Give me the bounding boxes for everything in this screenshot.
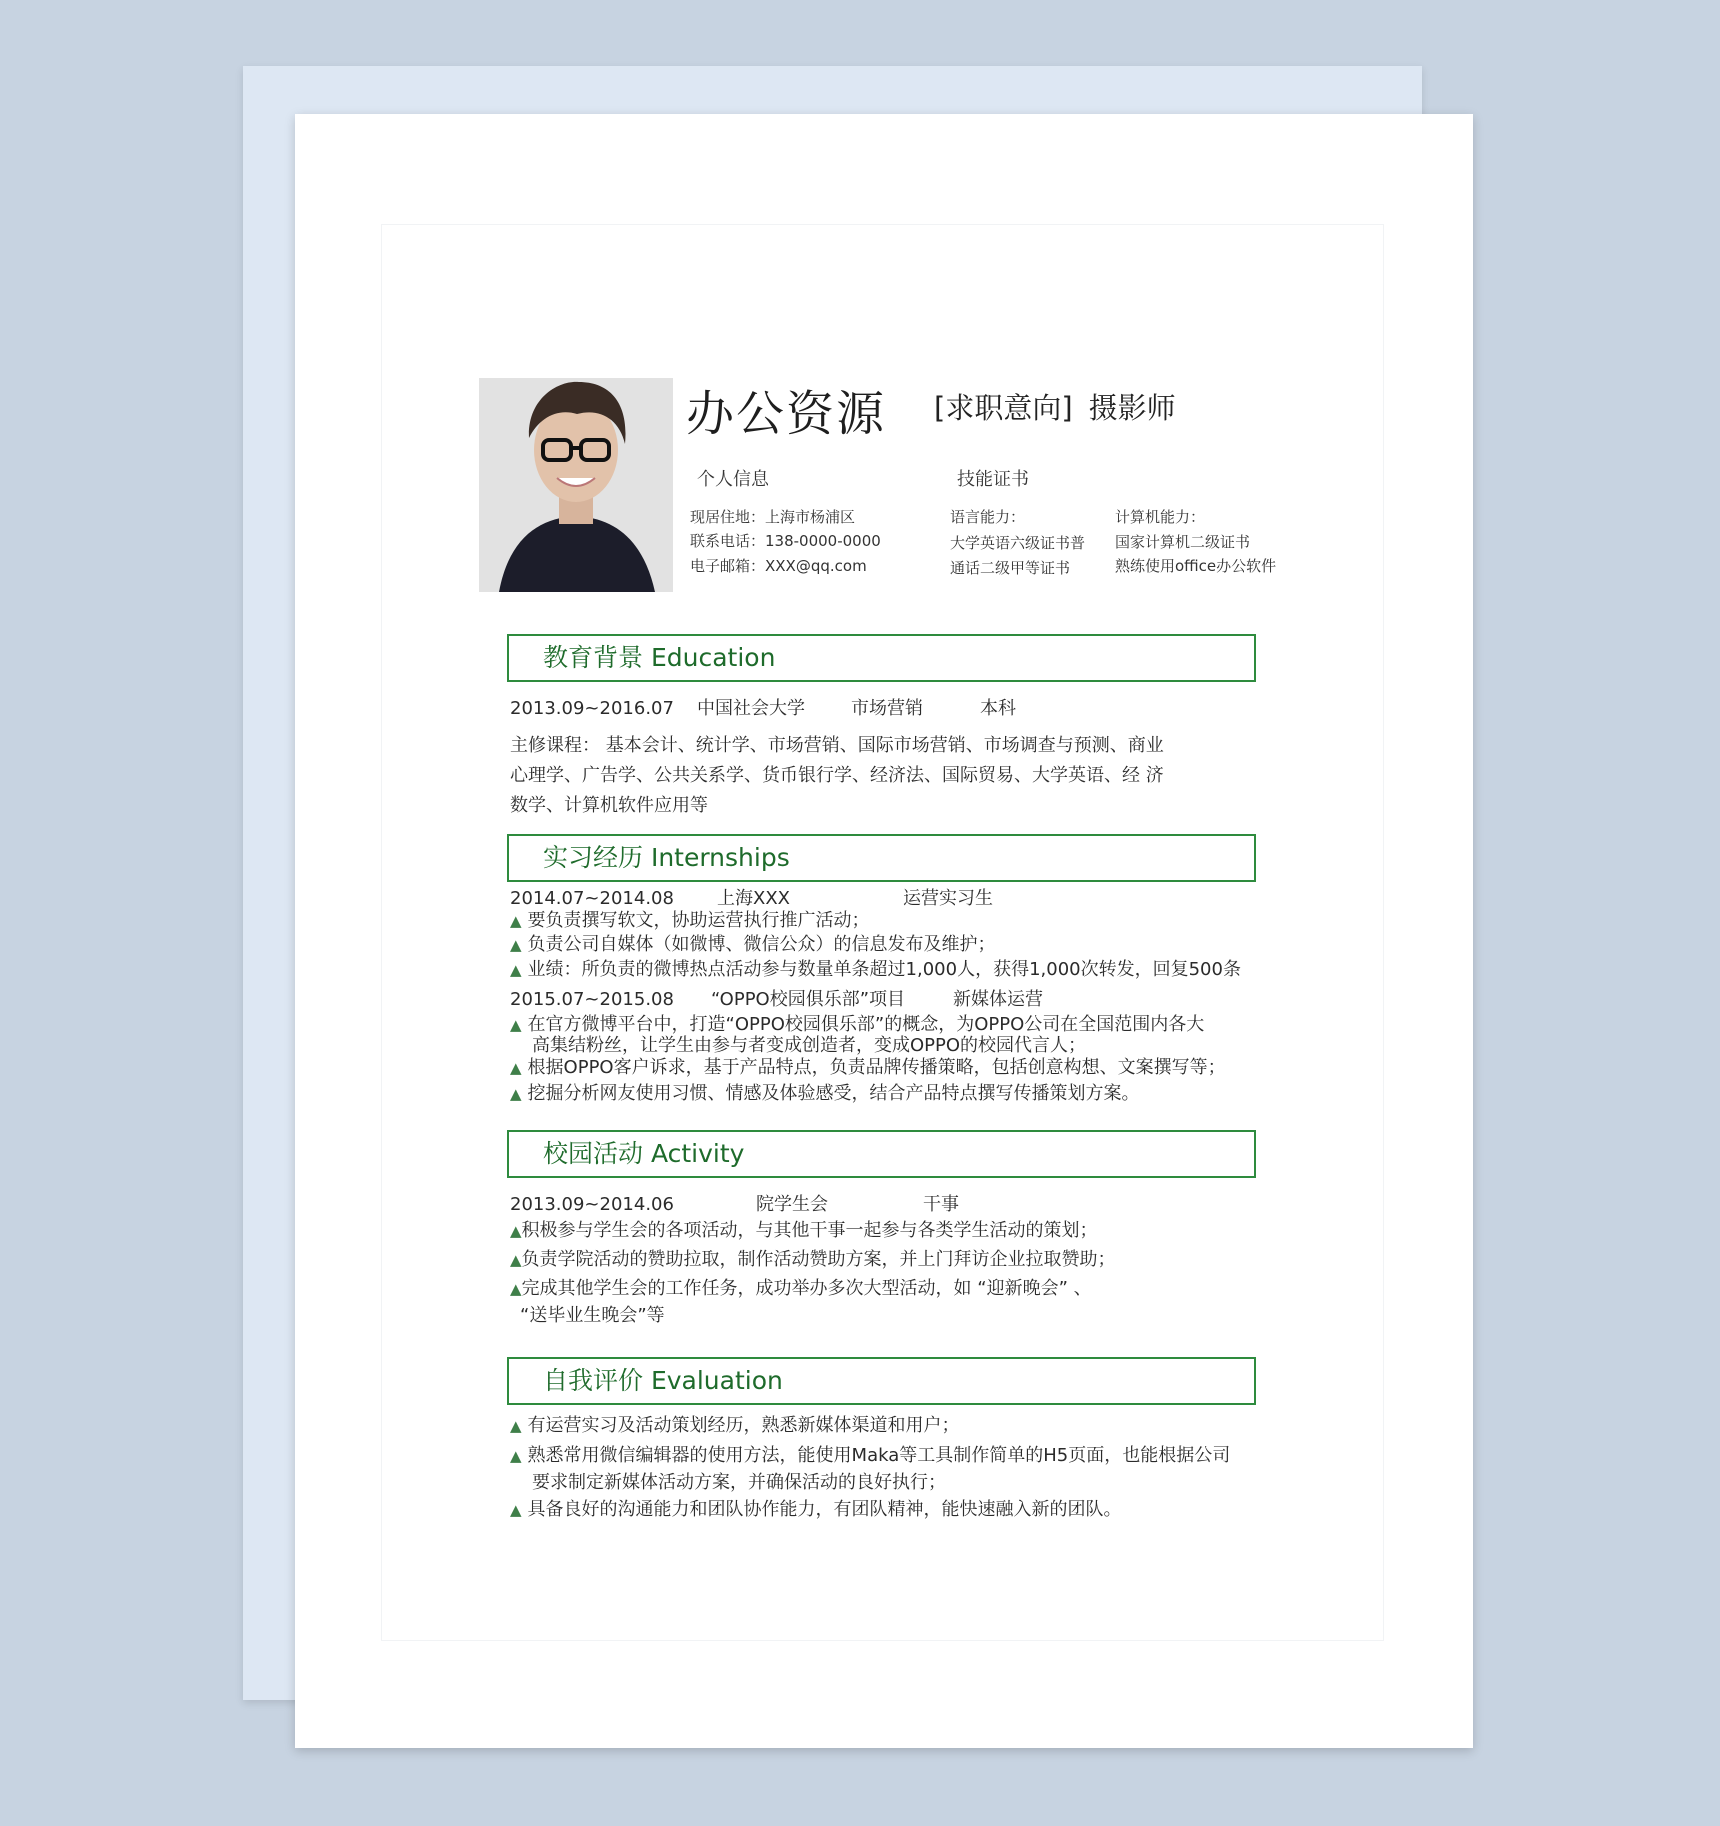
education-major: 市场营销 <box>851 698 923 719</box>
job-intent <box>934 388 1176 428</box>
list-item: ▲完成其他学生会的工作任务，成功举办多次大型活动，如 “迎新晚会” 、 <box>510 1278 1092 1299</box>
activity-role: 干事 <box>923 1194 959 1215</box>
internship-title: 实习经历 Internships <box>543 843 790 872</box>
triangle-bullet-icon: ▲ <box>510 936 522 954</box>
triangle-bullet-icon: ▲ <box>510 1016 522 1034</box>
phone: 联系电话：138-0000-0000 <box>690 532 881 550</box>
triangle-bullet-icon: ▲ <box>510 912 522 930</box>
language-label: 语言能力： <box>950 508 1026 526</box>
list-item: ▲ 挖掘分析网友使用习惯、情感及体验感受，结合产品特点撰写传播策划方案。 <box>510 1083 1140 1104</box>
triangle-bullet-icon: ▲ <box>510 1085 522 1103</box>
list-item: ▲ 熟悉常用微信编辑器的使用方法，能使用Maka等工具制作简单的H5页面，也能根据公司 <box>510 1445 1231 1466</box>
education-school: 中国社会大学 <box>697 698 805 719</box>
list-item-continuation: “送毕业生晚会”等 <box>520 1305 665 1326</box>
list-item-continuation: 要求制定新媒体活动方案，并确保活动的良好执行； <box>532 1472 946 1493</box>
profile-photo <box>479 378 673 592</box>
triangle-bullet-icon: ▲ <box>510 1447 522 1465</box>
list-item: ▲ 在官方微博平台中，打造“OPPO校园俱乐部”的概念，为OPPO公司在全国范围内各大 <box>510 1014 1205 1035</box>
activity-title: 校园活动 Activity <box>543 1139 745 1168</box>
triangle-bullet-icon: ▲ <box>510 1280 522 1298</box>
education-courses-1: 主修课程： 基本会计、统计学、市场营销、国际市场营销、市场调查与预测、商业 <box>510 735 1164 756</box>
intent-label: [求职意向] <box>934 391 1073 425</box>
triangle-bullet-icon: ▲ <box>510 1059 522 1077</box>
applicant-name: 办公资源 <box>686 386 887 442</box>
education-title: 教育背景 Education <box>543 643 776 672</box>
education-courses-2: 心理学、广告学、公共关系学、货币银行学、经济法、国际贸易、大学英语、经 济 <box>510 765 1164 786</box>
triangle-bullet-icon: ▲ <box>510 1417 522 1435</box>
computer-cert-1: 国家计算机二级证书 <box>1115 533 1251 551</box>
language-cert-1: 大学英语六级证书普 <box>950 534 1086 552</box>
computer-cert-2: 熟练使用office办公软件 <box>1115 557 1277 575</box>
list-item: ▲积极参与学生会的各项活动，与其他干事一起参与各类学生活动的策划； <box>510 1220 1098 1241</box>
education-date: 2013.09~2016.07 <box>510 698 674 719</box>
computer-label: 计算机能力： <box>1115 508 1206 526</box>
education-header <box>507 634 1256 682</box>
triangle-bullet-icon: ▲ <box>510 1501 522 1519</box>
triangle-bullet-icon: ▲ <box>510 1251 522 1269</box>
job1-company: 上海XXX <box>717 888 790 909</box>
list-item: ▲ 负责公司自媒体（如微博、微信公众）的信息发布及维护； <box>510 934 996 955</box>
list-item: ▲ 根据OPPO客户诉求，基于产品特点，负责品牌传播策略，包括创意构想、文案撰写等； <box>510 1057 1226 1078</box>
activity-date: 2013.09~2014.06 <box>510 1194 674 1215</box>
skills-title: 技能证书 <box>957 469 1029 490</box>
language-cert-2: 通话二级甲等证书 <box>950 559 1071 577</box>
job2-project: “OPPO校园俱乐部”项目 <box>711 989 906 1010</box>
job1-date: 2014.07~2014.08 <box>510 888 674 909</box>
address: 现居住地：上海市杨浦区 <box>690 508 856 526</box>
triangle-bullet-icon: ▲ <box>510 961 522 979</box>
job1-role: 运营实习生 <box>903 888 993 909</box>
list-item: ▲ 有运营实习及活动策划经历，熟悉新媒体渠道和用户； <box>510 1415 960 1436</box>
list-item-continuation: 高集结粉丝，让学生由参与者变成创造者，变成OPPO的校园代言人； <box>532 1035 1087 1056</box>
personal-info-title: 个人信息 <box>697 469 769 490</box>
evaluation-header <box>507 1357 1256 1405</box>
internship-header <box>507 834 1256 882</box>
list-item: ▲ 业绩：所负责的微博热点活动参与数量单条超过1,000人，获得1,000次转发，回复500条 <box>510 959 1241 980</box>
email: 电子邮箱：XXX@qq.com <box>690 557 867 575</box>
list-item: ▲ 具备良好的沟通能力和团队协作能力，有团队精神，能快速融入新的团队。 <box>510 1499 1122 1520</box>
activity-header <box>507 1130 1256 1178</box>
list-item: ▲负责学院活动的赞助拉取，制作活动赞助方案，并上门拜访企业拉取赞助； <box>510 1249 1116 1270</box>
education-degree: 本科 <box>980 698 1016 719</box>
job2-role: 新媒体运营 <box>953 989 1043 1010</box>
job2-date: 2015.07~2015.08 <box>510 989 674 1010</box>
list-item: ▲ 要负责撰写软文，协助运营执行推广活动； <box>510 910 870 931</box>
triangle-bullet-icon: ▲ <box>510 1222 522 1240</box>
job-title: 摄影师 <box>1088 391 1176 425</box>
education-courses-3: 数学、计算机软件应用等 <box>510 795 708 816</box>
evaluation-title: 自我评价 Evaluation <box>543 1366 783 1395</box>
activity-org: 院学生会 <box>756 1194 828 1215</box>
